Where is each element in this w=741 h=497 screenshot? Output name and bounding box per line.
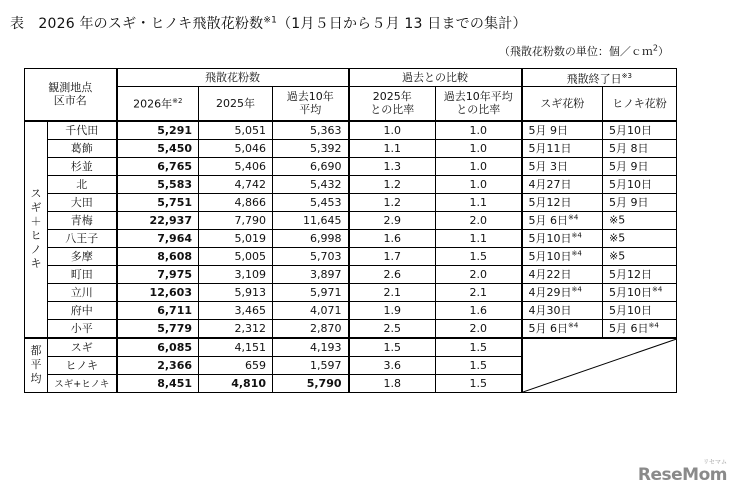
cell-2026: 7,975 (117, 265, 199, 283)
cell-avg: 4,193 (273, 338, 349, 357)
cell-avg: 6,690 (273, 157, 349, 175)
cell-hinoki-end (603, 121, 677, 140)
table-row (25, 175, 677, 193)
table-row (25, 301, 677, 319)
cell-2026: 5,291 (117, 121, 199, 140)
empty-diagonal-cell (522, 338, 677, 393)
sugi-end-mark: ※4 (568, 213, 579, 222)
cell-avg: 3,897 (273, 265, 349, 283)
cell-2025: 4,742 (199, 175, 273, 193)
cell-sugi-end (522, 265, 603, 283)
cell-ratio25: 1.9 (349, 301, 436, 319)
cell-hinoki-end (603, 265, 677, 283)
side-label-sugi-hinoki (25, 121, 48, 338)
cell-ratioavg: 1.5 (436, 374, 522, 392)
cell-ratio25: 1.7 (349, 247, 436, 265)
cell-hinoki-end (603, 301, 677, 319)
header-col-avg-line2: 平均 (299, 103, 322, 117)
cell-2026: 5,450 (117, 139, 199, 157)
cell-ratio25: 1.2 (349, 175, 436, 193)
cell-ratioavg: 1.5 (436, 356, 522, 374)
cell-sugi-end (522, 193, 603, 211)
sugi-end-date: 5月10日 (528, 250, 572, 263)
sugi-end-mark: ※4 (571, 249, 582, 258)
resemom-logo (637, 459, 727, 485)
table-row-average (25, 338, 677, 357)
header-group-compare: 過去との比較 (349, 69, 522, 87)
sugi-end-date: 5月 9日 (528, 124, 568, 137)
table-row (25, 247, 677, 265)
sugi-end-mark: ※4 (571, 231, 582, 240)
cell-2026: 12,603 (117, 283, 199, 301)
hinoki-end-date: 5月 6日 (609, 322, 649, 335)
cell-sugi-end (522, 229, 603, 247)
cell-location: 青梅 (48, 211, 117, 229)
cell-location: スギ (48, 338, 117, 357)
sugi-end-mark: ※4 (571, 285, 582, 294)
cell-2025: 4,866 (199, 193, 273, 211)
table-row (25, 319, 677, 338)
hinoki-end-date: 5月10日 (609, 286, 652, 299)
sugi-end-date: 4月27日 (528, 178, 572, 191)
cell-hinoki-end (603, 139, 677, 157)
cell-2025: 4,810 (199, 374, 273, 392)
cell-2026: 22,937 (117, 211, 199, 229)
sugi-end-date: 5月11日 (528, 142, 572, 155)
unit-close: ） (658, 45, 669, 58)
table-body (25, 121, 677, 393)
cell-ratioavg: 1.5 (436, 338, 522, 357)
hinoki-end-date: 5月 9日 (609, 196, 649, 209)
hinoki-end-date: 5月10日 (609, 178, 652, 191)
header-col-ratioavg-line2: との比率 (456, 103, 501, 117)
cell-2026: 6,711 (117, 301, 199, 319)
cell-avg: 5,790 (273, 374, 349, 392)
pollen-table (24, 68, 677, 393)
cell-avg: 6,998 (273, 229, 349, 247)
cell-ratio25: 1.2 (349, 193, 436, 211)
cell-2025: 5,051 (199, 121, 273, 140)
cell-2026: 2,366 (117, 356, 199, 374)
cell-hinoki-end (603, 283, 677, 301)
side-char: 均 (30, 372, 42, 385)
cell-ratio25: 1.5 (349, 338, 436, 357)
cell-ratioavg: 1.5 (436, 247, 522, 265)
cell-ratioavg: 2.0 (436, 265, 522, 283)
cell-ratio25: 2.5 (349, 319, 436, 338)
side-char: ヒ (30, 229, 42, 242)
table-row (25, 229, 677, 247)
hinoki-end-date: 5月 8日 (609, 142, 649, 155)
title-period: （1月５日から５月 13 日までの集計） (277, 16, 527, 32)
cell-ratio25: 1.3 (349, 157, 436, 175)
cell-location: 府中 (48, 301, 117, 319)
cell-sugi-end (522, 247, 603, 265)
cell-ratio25: 2.9 (349, 211, 436, 229)
cell-location: 立川 (48, 283, 117, 301)
side-char: ＋ (30, 215, 42, 228)
cell-hinoki-end (603, 157, 677, 175)
hinoki-end-mark: ※4 (652, 285, 663, 294)
cell-ratioavg: 2.0 (436, 319, 522, 338)
cell-ratioavg: 1.1 (436, 229, 522, 247)
header-col-ratio25-line1: 2025年 (372, 90, 412, 104)
cell-2025: 5,019 (199, 229, 273, 247)
cell-hinoki-end (603, 247, 677, 265)
header-location-line1: 観測地点 (48, 81, 93, 95)
header-group-count: 飛散花粉数 (117, 69, 349, 87)
sugi-end-date: 5月12日 (528, 196, 572, 209)
cell-ratio25: 2.1 (349, 283, 436, 301)
cell-2025: 4,151 (199, 338, 273, 357)
sugi-end-date: 5月 3日 (528, 160, 568, 173)
header-col-2026-mark: ※2 (172, 97, 183, 106)
hinoki-end-date: ※5 (609, 213, 626, 227)
cell-2025: 5,406 (199, 157, 273, 175)
header-group-end-mark: ※3 (621, 71, 632, 80)
cell-2025: 2,312 (199, 319, 273, 338)
cell-sugi-end (522, 319, 603, 338)
cell-avg: 5,432 (273, 175, 349, 193)
cell-2025: 7,790 (199, 211, 273, 229)
cell-location: 多摩 (48, 247, 117, 265)
unit-sup: 2 (652, 43, 658, 53)
cell-avg: 5,392 (273, 139, 349, 157)
header-col-avg (273, 87, 349, 121)
cell-2026: 7,964 (117, 229, 199, 247)
cell-location: 町田 (48, 265, 117, 283)
cell-2026: 5,751 (117, 193, 199, 211)
sugi-end-date: 5月 6日 (528, 322, 568, 335)
logo-kana: リセマム (703, 459, 727, 466)
cell-sugi-end (522, 157, 603, 175)
cell-ratioavg: 2.0 (436, 211, 522, 229)
header-col-sugi: スギ花粉 (522, 87, 603, 121)
cell-2025: 3,109 (199, 265, 273, 283)
cell-2026: 5,779 (117, 319, 199, 338)
header-col-ratio25-line2: との比率 (370, 103, 415, 117)
cell-sugi-end (522, 121, 603, 140)
side-char: ス (30, 187, 42, 200)
header-group-end-label: 飛散終了日 (566, 72, 622, 86)
cell-2025: 5,046 (199, 139, 273, 157)
logo-text: ReseMom (637, 465, 727, 485)
cell-ratioavg: 1.1 (436, 193, 522, 211)
cell-ratio25: 2.6 (349, 265, 436, 283)
cell-ratio25: 1.8 (349, 374, 436, 392)
cell-location: スギ+ヒノキ (48, 374, 117, 392)
cell-hinoki-end (603, 211, 677, 229)
diagonal-line (523, 339, 677, 392)
cell-avg: 5,703 (273, 247, 349, 265)
cell-ratioavg: 1.0 (436, 175, 522, 193)
cell-2025: 3,465 (199, 301, 273, 319)
hinoki-end-date: 5月12日 (609, 268, 652, 281)
hinoki-end-date: ※5 (609, 231, 626, 245)
cell-2025: 5,913 (199, 283, 273, 301)
hinoki-end-date: 5月10日 (609, 124, 652, 137)
table-row (25, 211, 677, 229)
cell-location: 杉並 (48, 157, 117, 175)
header-col-hinoki: ヒノキ花粉 (603, 87, 677, 121)
cell-sugi-end (522, 175, 603, 193)
hinoki-end-mark: ※4 (648, 321, 659, 330)
side-label-tokyo-average (25, 338, 48, 393)
sugi-end-date: 4月22日 (528, 268, 572, 281)
cell-avg: 5,971 (273, 283, 349, 301)
table-row (25, 283, 677, 301)
cell-location: 葛飾 (48, 139, 117, 157)
cell-hinoki-end (603, 175, 677, 193)
cell-sugi-end (522, 283, 603, 301)
cell-avg: 2,870 (273, 319, 349, 338)
header-col-2026-label: 2026年 (133, 98, 173, 112)
header-col-ratio25 (349, 87, 436, 121)
header-col-ratioavg (436, 87, 522, 121)
cell-ratioavg: 1.0 (436, 121, 522, 140)
cell-avg: 4,071 (273, 301, 349, 319)
cell-2026: 8,608 (117, 247, 199, 265)
cell-sugi-end (522, 139, 603, 157)
header-col-avg-line1: 過去10年 (286, 90, 334, 104)
cell-avg: 11,645 (273, 211, 349, 229)
cell-2026: 6,085 (117, 338, 199, 357)
side-char: ギ (30, 201, 42, 214)
cell-2025: 5,005 (199, 247, 273, 265)
cell-location: 大田 (48, 193, 117, 211)
side-char: 都 (30, 344, 42, 357)
cell-ratio25: 1.1 (349, 139, 436, 157)
cell-avg: 5,363 (273, 121, 349, 140)
header-col-ratioavg-line1: 過去10年平均 (443, 90, 513, 104)
page-title (10, 13, 527, 33)
sugi-end-date: 4月29日 (528, 286, 572, 299)
header-location (25, 69, 117, 121)
cell-2026: 5,583 (117, 175, 199, 193)
cell-location: 千代田 (48, 121, 117, 140)
table-row (25, 121, 677, 140)
header-location-line2: 区市名 (53, 94, 87, 108)
sugi-end-date: 4月30日 (528, 304, 572, 317)
side-char: キ (30, 257, 42, 270)
cell-2026: 8,451 (117, 374, 199, 392)
table-row (25, 139, 677, 157)
cell-location: 小平 (48, 319, 117, 338)
unit-note (499, 43, 669, 59)
table-row (25, 193, 677, 211)
cell-location: 八王子 (48, 229, 117, 247)
cell-ratioavg: 1.0 (436, 157, 522, 175)
side-char: 平 (30, 358, 42, 371)
sugi-end-date: 5月 6日 (528, 214, 568, 227)
cell-ratio25: 1.0 (349, 121, 436, 140)
sugi-end-date: 5月10日 (528, 232, 572, 245)
table-row (25, 157, 677, 175)
cell-avg: 1,597 (273, 356, 349, 374)
hinoki-end-date: 5月10日 (609, 304, 652, 317)
cell-2025: 659 (199, 356, 273, 374)
cell-hinoki-end (603, 193, 677, 211)
side-char: ノ (30, 243, 42, 256)
cell-location: 北 (48, 175, 117, 193)
cell-sugi-end (522, 211, 603, 229)
cell-hinoki-end (603, 229, 677, 247)
cell-ratio25: 3.6 (349, 356, 436, 374)
unit-text: （飛散花粉数の単位：個／ｃｍ (498, 45, 653, 58)
cell-hinoki-end (603, 319, 677, 338)
cell-ratioavg: 1.0 (436, 139, 522, 157)
header-col-2025: 2025年 (199, 87, 273, 121)
header-group-end (522, 69, 677, 87)
cell-2026: 6,765 (117, 157, 199, 175)
cell-sugi-end (522, 301, 603, 319)
sugi-end-mark: ※4 (568, 321, 579, 330)
cell-ratioavg: 1.6 (436, 301, 522, 319)
header-col-2026 (117, 87, 199, 121)
cell-avg: 5,453 (273, 193, 349, 211)
cell-ratio25: 1.6 (349, 229, 436, 247)
title-main: 表 2026 年のスギ・ヒノキ飛散花粉数 (10, 16, 264, 32)
cell-location: ヒノキ (48, 356, 117, 374)
title-note-mark: ※1 (263, 15, 278, 26)
hinoki-end-date: ※5 (609, 249, 626, 263)
table-row (25, 265, 677, 283)
cell-ratioavg: 2.1 (436, 283, 522, 301)
hinoki-end-date: 5月 9日 (609, 160, 649, 173)
